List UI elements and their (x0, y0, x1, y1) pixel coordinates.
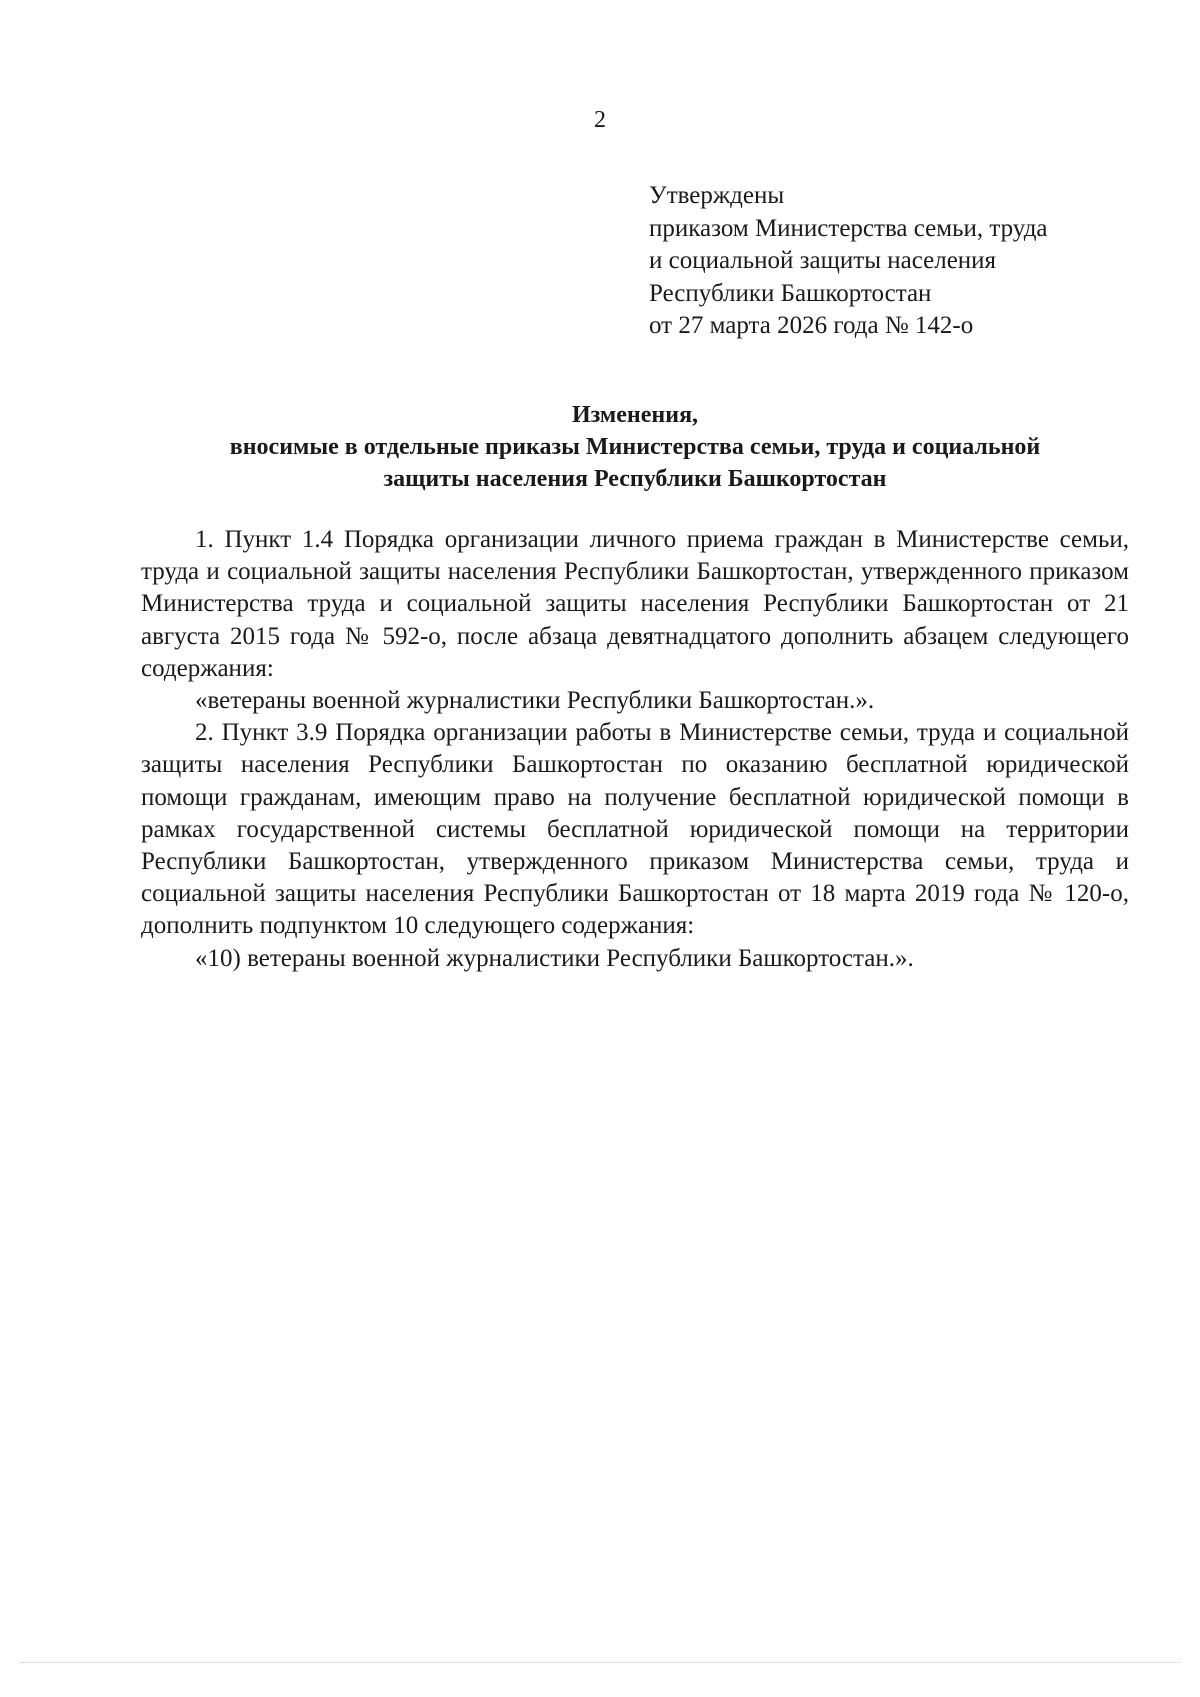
paragraph-item-2: 2. Пункт 3.9 Порядка организации работы в Министерстве семьи, труда и социальной защиты населения Республики Башкортостан по оказанию бесплатной юридической помощи гражданам, имеющим право на получение бесплатной юридической помощи в рамках государственной системы бесплатной юридической помощи на территории Республики Башкортостан, утвержденного приказом Министерства семьи, труда и социальной защиты населения Республики Башкортостан от 18 марта 2019 года № 120-о, дополнить подпунктом 10 следующего содержания: (141, 719, 1129, 940)
scan-artifact-line (20, 1662, 1180, 1663)
title-line: Изменения, (571, 402, 699, 428)
approval-block (649, 180, 1048, 343)
approval-line: приказом Министерства семьи, труда (649, 214, 1048, 242)
page-number: 2 (594, 107, 606, 133)
paragraph-quote-1: «ветераны военной журналистики Республики Башкортостан.». (195, 687, 875, 715)
approval-line: и социальной защиты населения (649, 247, 997, 274)
document-title (140, 399, 1130, 495)
approval-date-line: от 27 марта 2026 года № 142-о (649, 312, 974, 339)
document-body (141, 524, 1129, 975)
approval-line: Республики Башкортостан (649, 279, 932, 307)
paragraph-item-1: 1. Пункт 1.4 Порядка организации личного приема граждан в Министерстве семьи, труда и социальной защиты населения Республики Башкортостан, утвержденного приказом Министерства труда и социальной защиты населения Республики Башкортостан от 21 августа 2015 года № 592-о, после абзаца девятнадцатого дополнить абзацем следующего содержания: (141, 526, 1129, 682)
approval-line: Утверждены (649, 182, 785, 209)
title-line: вносимые в отдельные приказы Министерства семьи, труда и социальной (229, 434, 1041, 460)
paragraph-quote-2: «10) ветераны военной журналистики Республики Башкортостан.». (195, 944, 914, 972)
title-line: защиты населения Республики Башкортостан (383, 466, 887, 492)
